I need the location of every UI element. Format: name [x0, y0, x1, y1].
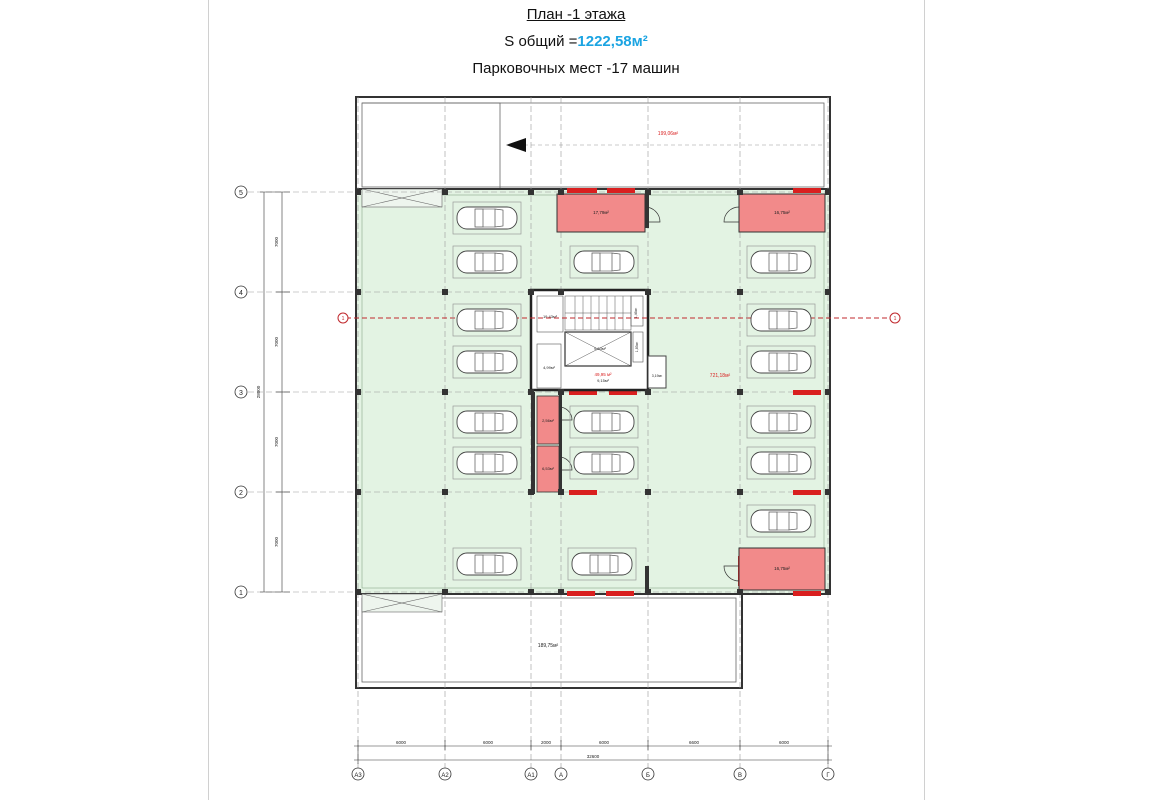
- ramp-zone-top: [356, 97, 830, 189]
- vestibule-area: 4,99м²: [543, 365, 555, 370]
- shaft-2-area: 1,83м²: [635, 341, 639, 353]
- axis-col-a1: А1: [527, 773, 535, 779]
- axis-row-3: 3: [239, 390, 243, 397]
- column: [442, 589, 448, 595]
- column: [737, 189, 743, 195]
- column-axis-markers: [352, 768, 834, 780]
- section-marker-left: [338, 313, 348, 323]
- column: [737, 589, 743, 595]
- column: [528, 289, 534, 295]
- room-top-left-area: 17,79м²: [593, 210, 609, 215]
- dim-horizontal-3: 2000: [540, 740, 552, 745]
- column: [825, 389, 831, 395]
- ramp-entry-bottom: [362, 594, 442, 612]
- axis-col-g: Г: [826, 773, 830, 779]
- small-room-1-area: 2,56м²: [542, 418, 554, 423]
- axis-col-a2: А2: [441, 773, 449, 779]
- column: [825, 189, 831, 195]
- ramp-top-area: 199,06м²: [657, 131, 679, 137]
- shaft-1-area: 1,46м²: [634, 307, 638, 319]
- lift-area: 9,83м²: [594, 346, 606, 351]
- shaft-3-area: 3,19м²: [651, 374, 663, 378]
- column: [528, 489, 534, 495]
- column: [825, 489, 831, 495]
- svg-text:1: 1: [893, 316, 897, 322]
- column: [442, 189, 448, 195]
- axis-col-a: А: [558, 773, 564, 779]
- column: [558, 289, 564, 295]
- column: [558, 189, 564, 195]
- dim-horizontal-2: 6000: [482, 740, 494, 745]
- dim-vertical-total: 28000: [256, 385, 261, 399]
- column: [528, 589, 534, 595]
- column: [528, 389, 534, 395]
- dim-vertical-3: 7000: [274, 436, 279, 448]
- column: [737, 389, 743, 395]
- ramp-bottom-area: 189,75м²: [537, 643, 559, 649]
- lobby-total-area: 49,95 м²: [594, 372, 612, 377]
- column: [825, 289, 831, 295]
- column: [645, 289, 651, 295]
- column: [442, 389, 448, 395]
- column: [355, 389, 361, 395]
- horizontal-dimensions: [354, 740, 832, 764]
- axis-col-b: Б: [646, 773, 650, 779]
- dim-vertical-1: 7000: [274, 236, 279, 248]
- column: [442, 289, 448, 295]
- axis-col-v: В: [737, 773, 743, 779]
- column: [737, 289, 743, 295]
- svg-text:1: 1: [341, 316, 345, 322]
- parking-hall-area: 721,18м²: [709, 373, 731, 379]
- dim-vertical-2: 7000: [274, 336, 279, 348]
- column: [355, 489, 361, 495]
- dim-horizontal-4: 6000: [598, 740, 610, 745]
- column: [645, 189, 651, 195]
- column: [558, 489, 564, 495]
- axis-row-2: 2: [239, 490, 243, 497]
- small-room-2-area: 6,53м²: [542, 466, 554, 471]
- column: [645, 489, 651, 495]
- total-area: S общий =1222,58м²: [504, 33, 648, 50]
- parking-count: Парковочных мест -17 машин: [472, 60, 680, 77]
- axis-row-4: 4: [239, 290, 243, 297]
- column: [558, 589, 564, 595]
- lobby-area: 9,15м²: [597, 378, 609, 383]
- column: [355, 589, 361, 595]
- total-area-value: 1222,58м²: [577, 33, 648, 50]
- column: [442, 489, 448, 495]
- axis-row-5: 5: [239, 190, 243, 197]
- dim-horizontal-total: 32600: [586, 754, 600, 759]
- dim-horizontal-6: 6000: [778, 740, 790, 745]
- column: [737, 489, 743, 495]
- column: [528, 189, 534, 195]
- column: [645, 589, 651, 595]
- plan-title: План -1 этажа: [526, 6, 626, 23]
- dim-horizontal-5: 6600: [688, 740, 700, 745]
- dim-horizontal-1: 6000: [395, 740, 407, 745]
- column: [355, 289, 361, 295]
- small-shaft: [648, 356, 666, 388]
- column: [825, 589, 831, 595]
- axis-row-1: 1: [239, 590, 243, 597]
- stair-area: 19,43м²: [542, 314, 558, 319]
- row-axis-markers: [235, 186, 247, 598]
- room-top-right-area: 16,75м²: [774, 210, 790, 215]
- room-bottom-right-area: 16,75м²: [774, 566, 790, 571]
- column: [645, 389, 651, 395]
- column: [355, 189, 361, 195]
- column: [558, 389, 564, 395]
- dim-vertical-4: 7000: [274, 536, 279, 548]
- axis-col-a3: А3: [354, 773, 362, 779]
- section-marker-right: [890, 313, 900, 323]
